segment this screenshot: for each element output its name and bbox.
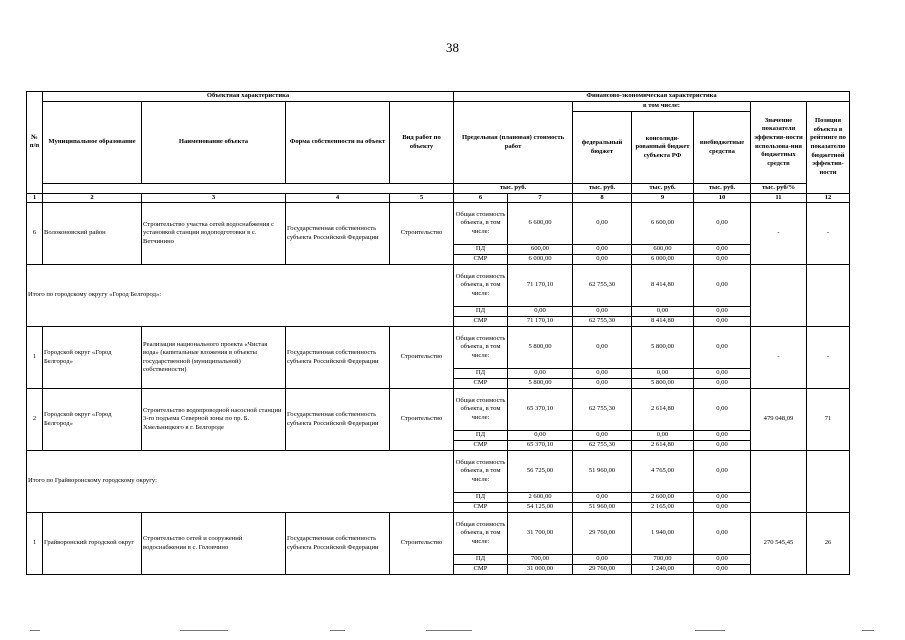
position-cell: - bbox=[807, 327, 850, 389]
value-cell: 71 170,10 bbox=[508, 265, 573, 307]
value-cell: 0,00 bbox=[573, 369, 632, 379]
position-cell: 71 bbox=[807, 389, 850, 451]
decor-line bbox=[426, 630, 472, 631]
value-cell: 2 614,80 bbox=[632, 441, 694, 451]
position-cell: - bbox=[807, 203, 850, 265]
object-name-cell: Строительство сетей и сооружений водоснабжения в с. Головчино bbox=[142, 513, 286, 575]
value-cell: 0,00 bbox=[694, 389, 751, 431]
value-cell: 0,00 bbox=[694, 245, 751, 255]
value-cell: 0,00 bbox=[632, 369, 694, 379]
smr-label: СМР bbox=[454, 255, 508, 265]
header-ownership: Форма собственности на объект bbox=[286, 102, 390, 184]
indicator-cell: - bbox=[751, 203, 807, 265]
pd-label: ПД bbox=[454, 307, 508, 317]
value-cell: 62 755,30 bbox=[573, 317, 632, 327]
header-position: Позиция объекта в рейтинге по показателю бюджетной эффектив-ности bbox=[807, 102, 850, 194]
value-cell: 0,00 bbox=[573, 255, 632, 265]
value-cell: 0,00 bbox=[632, 431, 694, 441]
value-cell: 65 370,10 bbox=[508, 441, 573, 451]
value-cell: 56 725,00 bbox=[508, 451, 573, 493]
empty-cell bbox=[807, 265, 850, 327]
value-cell: 0,00 bbox=[694, 555, 751, 565]
total-cost-label: Общая стоимость объекта, в том числе: bbox=[454, 451, 508, 493]
municipality-cell: Грайворонский городской округ bbox=[43, 513, 142, 575]
total-cost-label: Общая стоимость объекта, в том числе: bbox=[454, 203, 508, 245]
value-cell: 2 614,80 bbox=[632, 389, 694, 431]
value-cell: 5 800,00 bbox=[508, 327, 573, 369]
colnum: 10 bbox=[694, 193, 751, 203]
value-cell: 71 170,10 bbox=[508, 317, 573, 327]
subtotal-label: Итого по городскому округу «Город Белгород»: bbox=[27, 265, 454, 327]
header-cost: Предельная (плановая) стоимость работ bbox=[454, 102, 573, 184]
pd-label: ПД bbox=[454, 369, 508, 379]
decor-line bbox=[695, 630, 725, 631]
smr-label: СМР bbox=[454, 317, 508, 327]
value-cell: 65 370,10 bbox=[508, 389, 573, 431]
colnum: 8 bbox=[573, 193, 632, 203]
value-cell: 700,00 bbox=[632, 555, 694, 565]
value-cell: 29 760,00 bbox=[573, 565, 632, 575]
unit-consolidated: тыс. руб. bbox=[632, 184, 694, 194]
smr-label: СМР bbox=[454, 441, 508, 451]
value-cell: 5 800,00 bbox=[632, 379, 694, 389]
object-name-cell: Реализация национального проекта «Чистая вода» (капитальные вложения в объекты государственной (муниципальной) собственности) bbox=[142, 327, 286, 389]
subtotal-label: Итого по Грайворонскому городскому округу: bbox=[27, 451, 454, 513]
value-cell: 31 700,00 bbox=[508, 513, 573, 555]
header-municipality: Муниципальное образование bbox=[43, 102, 142, 184]
value-cell: 8 414,80 bbox=[632, 265, 694, 307]
row-number: 2 bbox=[27, 389, 43, 451]
value-cell: 0,00 bbox=[573, 245, 632, 255]
value-cell: 1 240,00 bbox=[632, 565, 694, 575]
budget-table bbox=[26, 91, 850, 575]
value-cell: 0,00 bbox=[632, 307, 694, 317]
header-object-group: Объектная характеристика bbox=[43, 92, 454, 102]
header-finance-group: Финансово-экономическая характеристика bbox=[454, 92, 850, 102]
value-cell: 2 600,00 bbox=[632, 493, 694, 503]
work-type-cell: Строительство bbox=[390, 327, 454, 389]
value-cell: 51 960,00 bbox=[573, 503, 632, 513]
value-cell: 51 960,00 bbox=[573, 451, 632, 493]
value-cell: 0,00 bbox=[508, 307, 573, 317]
colnum: 4 bbox=[286, 193, 390, 203]
smr-label: СМР bbox=[454, 503, 508, 513]
header-work-type: Вид работ по объекту bbox=[390, 102, 454, 184]
colnum: 7 bbox=[508, 193, 573, 203]
work-type-cell: Строительство bbox=[390, 389, 454, 451]
work-type-cell: Строительство bbox=[390, 513, 454, 575]
value-cell: 0,00 bbox=[508, 431, 573, 441]
total-cost-label: Общая стоимость объекта, в том числе: bbox=[454, 265, 508, 307]
unit-indicator: тыс. руб/% bbox=[751, 184, 807, 194]
header-indicator: Значение показателя эффектив-ности использова-ния бюджетных средств bbox=[751, 102, 807, 184]
value-cell: 0,00 bbox=[694, 203, 751, 245]
value-cell: 0,00 bbox=[573, 431, 632, 441]
smr-label: СМР bbox=[454, 565, 508, 575]
value-cell: 2 600,00 bbox=[508, 493, 573, 503]
value-cell: 62 755,30 bbox=[573, 265, 632, 307]
colnum: 6 bbox=[454, 193, 508, 203]
colnum: 3 bbox=[142, 193, 286, 203]
value-cell: 0,00 bbox=[694, 369, 751, 379]
value-cell: 6 000,00 bbox=[508, 255, 573, 265]
value-cell: 6 000,00 bbox=[632, 255, 694, 265]
value-cell: 0,00 bbox=[573, 327, 632, 369]
value-cell: 0,00 bbox=[694, 493, 751, 503]
value-cell: 0,00 bbox=[573, 555, 632, 565]
colnum: 9 bbox=[632, 193, 694, 203]
header-no: № п/п bbox=[27, 92, 43, 194]
value-cell: 1 940,00 bbox=[632, 513, 694, 555]
value-cell: 600,00 bbox=[508, 245, 573, 255]
page-number: 38 bbox=[446, 40, 459, 55]
row-number: 1 bbox=[27, 327, 43, 389]
value-cell: 62 755,30 bbox=[573, 441, 632, 451]
decor-line bbox=[862, 630, 874, 631]
value-cell: 0,00 bbox=[694, 503, 751, 513]
total-cost-label: Общая стоимость объекта, в том числе: bbox=[454, 513, 508, 555]
pd-label: ПД bbox=[454, 245, 508, 255]
ownership-cell: Государственная собственность субъекта Российской Федерации bbox=[286, 513, 390, 575]
unit-cost: тыс. руб. bbox=[454, 184, 573, 194]
row-number: 1 bbox=[27, 513, 43, 575]
value-cell: 6 600,00 bbox=[508, 203, 573, 245]
header-federal: федеральный бюджет bbox=[573, 112, 632, 184]
value-cell: 5 800,00 bbox=[632, 327, 694, 369]
value-cell: 6 600,00 bbox=[632, 203, 694, 245]
value-cell: 31 000,00 bbox=[508, 565, 573, 575]
value-cell: 0,00 bbox=[694, 431, 751, 441]
header-consolidated: консолиди-рованный бюджет субъекта РФ bbox=[632, 112, 694, 184]
header-including: в том числе: bbox=[573, 102, 751, 112]
value-cell: 0,00 bbox=[694, 565, 751, 575]
value-cell: 0,00 bbox=[694, 255, 751, 265]
indicator-cell: 270 545,45 bbox=[751, 513, 807, 575]
value-cell: 0,00 bbox=[573, 203, 632, 245]
pd-label: ПД bbox=[454, 431, 508, 441]
value-cell: 0,00 bbox=[694, 441, 751, 451]
value-cell: 0,00 bbox=[573, 379, 632, 389]
municipality-cell: Волоконовский район bbox=[43, 203, 142, 265]
value-cell: 0,00 bbox=[694, 307, 751, 317]
municipality-cell: Городской округ «Город Белгород» bbox=[43, 327, 142, 389]
colnum: 1 bbox=[27, 193, 43, 203]
decor-line bbox=[30, 630, 40, 631]
position-cell: 26 bbox=[807, 513, 850, 575]
row-number: 6 bbox=[27, 203, 43, 265]
value-cell: 8 414,80 bbox=[632, 317, 694, 327]
colnum: 5 bbox=[390, 193, 454, 203]
object-name-cell: Строительство участка сетей водоснабжения с установкой станции водоподготовки в с. Ветчинино bbox=[142, 203, 286, 265]
value-cell: 5 800,00 bbox=[508, 379, 573, 389]
colnum: 12 bbox=[807, 193, 850, 203]
decor-line bbox=[330, 630, 345, 631]
value-cell: 2 165,00 bbox=[632, 503, 694, 513]
indicator-cell: - bbox=[751, 327, 807, 389]
pd-label: ПД bbox=[454, 493, 508, 503]
pd-label: ПД bbox=[454, 555, 508, 565]
value-cell: 600,00 bbox=[632, 245, 694, 255]
value-cell: 0,00 bbox=[573, 493, 632, 503]
value-cell: 0,00 bbox=[508, 369, 573, 379]
unit-extra: тыс. руб. bbox=[694, 184, 751, 194]
value-cell: 0,00 bbox=[694, 379, 751, 389]
colnum: 2 bbox=[43, 193, 142, 203]
work-type-cell: Строительство bbox=[390, 203, 454, 265]
municipality-cell: Городской округ «Город Белгород» bbox=[43, 389, 142, 451]
empty-cell bbox=[751, 265, 807, 327]
value-cell: 0,00 bbox=[573, 307, 632, 317]
value-cell: 0,00 bbox=[694, 265, 751, 307]
value-cell: 0,00 bbox=[694, 327, 751, 369]
total-cost-label: Общая стоимость объекта, в том числе: bbox=[454, 327, 508, 369]
indicator-cell: 479 048,09 bbox=[751, 389, 807, 451]
value-cell: 0,00 bbox=[694, 451, 751, 493]
decor-line bbox=[180, 630, 228, 631]
colnum: 11 bbox=[751, 193, 807, 203]
unit-federal: тыс. руб. bbox=[573, 184, 632, 194]
smr-label: СМР bbox=[454, 379, 508, 389]
header-extra: внебюджетные средства bbox=[694, 112, 751, 184]
value-cell: 4 765,00 bbox=[632, 451, 694, 493]
ownership-cell: Государственная собственность субъекта Российской Федерации bbox=[286, 389, 390, 451]
value-cell: 62 755,30 bbox=[573, 389, 632, 431]
empty-cell bbox=[807, 451, 850, 513]
ownership-cell: Государственная собственность субъекта Российской Федерации bbox=[286, 327, 390, 389]
object-name-cell: Строительство водопроводной насосной станции 3-го подъема Северной зоны по пр. Б. Хмельницкого в г. Белгороде bbox=[142, 389, 286, 451]
total-cost-label: Общая стоимость объекта, в том числе: bbox=[454, 389, 508, 431]
ownership-cell: Государственная собственность субъекта Российской Федерации bbox=[286, 203, 390, 265]
empty-cell bbox=[751, 451, 807, 513]
header-object-name: Наименование объекта bbox=[142, 102, 286, 184]
value-cell: 54 125,00 bbox=[508, 503, 573, 513]
value-cell: 700,00 bbox=[508, 555, 573, 565]
value-cell: 29 760,00 bbox=[573, 513, 632, 555]
value-cell: 0,00 bbox=[694, 317, 751, 327]
value-cell: 0,00 bbox=[694, 513, 751, 555]
